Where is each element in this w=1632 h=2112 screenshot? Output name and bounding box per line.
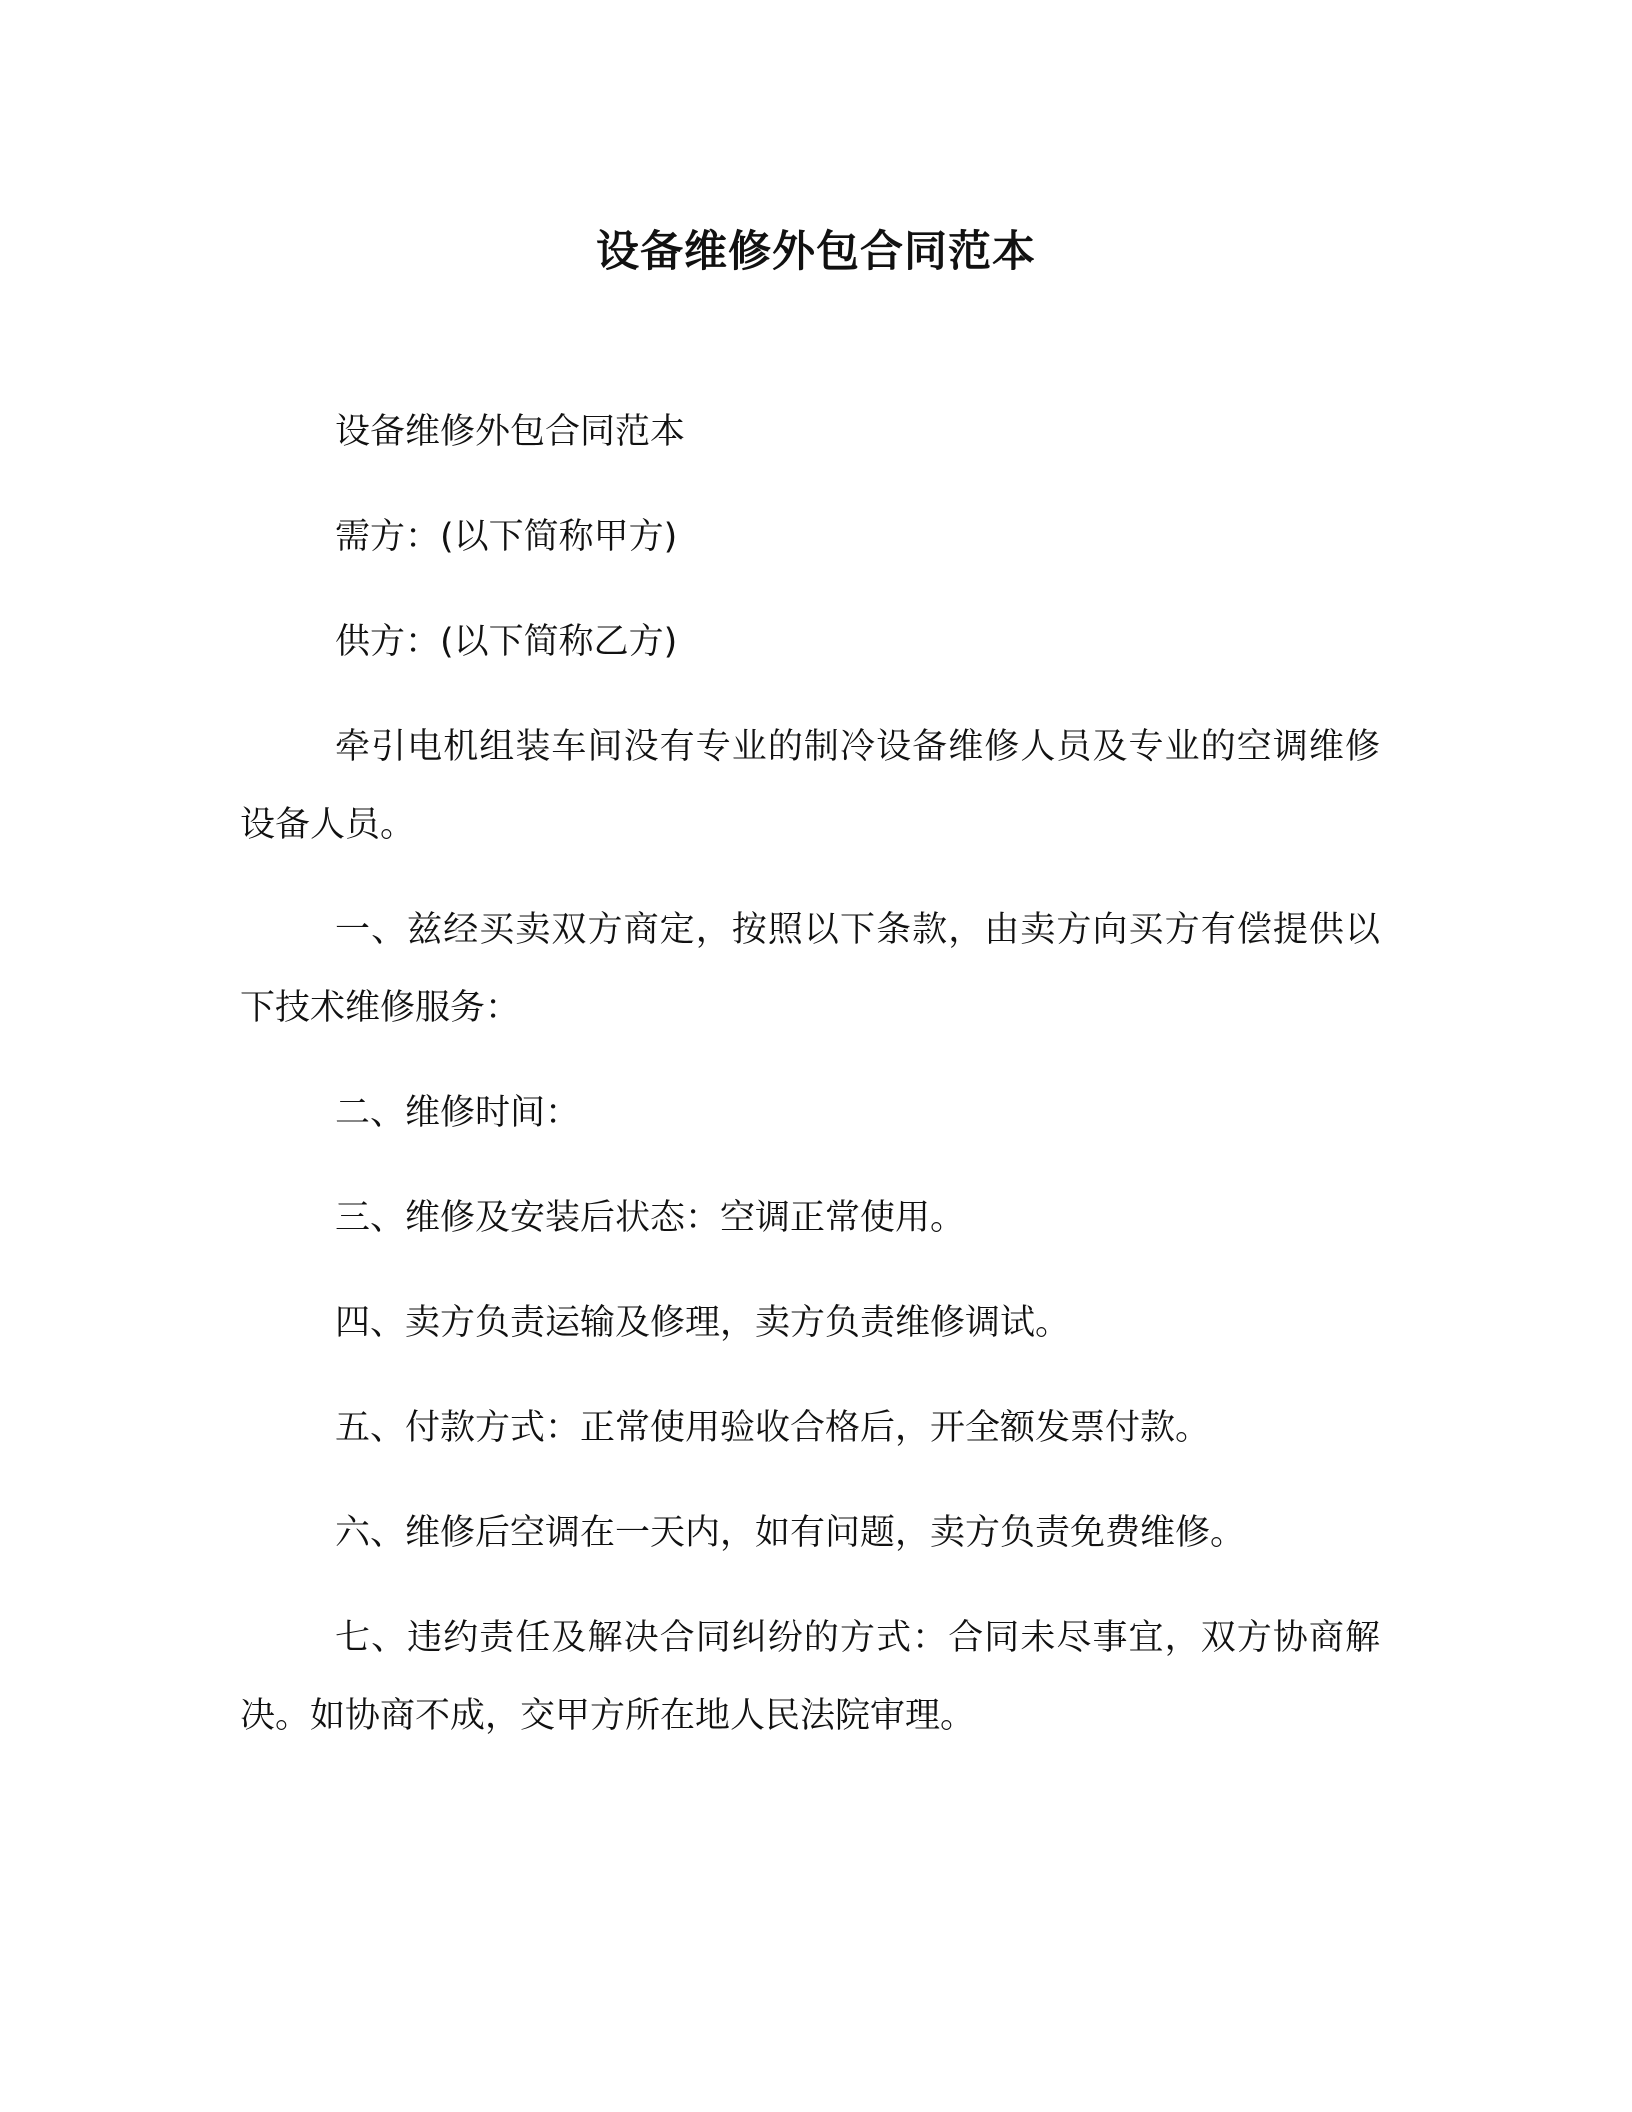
clause-5: 五、付款方式：正常使用验收合格后，开全额发票付款。 bbox=[335, 1408, 1211, 1448]
clause-1: 一、兹经买卖双方商定，按照以下条款，由卖方向买方有偿提供以下技术维修服务： bbox=[240, 910, 1380, 1028]
clause-4: 四、卖方负责运输及修理，卖方负责维修调试。 bbox=[335, 1303, 1071, 1343]
paragraph-supplier: 供方：(以下简称乙方) bbox=[335, 622, 678, 662]
clause-2: 二、维修时间： bbox=[335, 1093, 581, 1133]
clause-6: 六、维修后空调在一天内，如有问题，卖方负责免费维修。 bbox=[335, 1513, 1246, 1553]
paragraph-buyer: 需方：(以下简称甲方) bbox=[335, 517, 678, 557]
document-title: 设备维修外包合同范本 bbox=[596, 227, 1036, 277]
paragraph-subtitle: 设备维修外包合同范本 bbox=[335, 412, 686, 452]
document-body bbox=[240, 393, 1380, 1782]
clause-3: 三、维修及安装后状态：空调正常使用。 bbox=[335, 1198, 966, 1238]
paragraph-background: 牵引电机组装车间没有专业的制冷设备维修人员及专业的空调维修设备人员。 bbox=[240, 727, 1380, 845]
clause-7: 七、违约责任及解决合同纠纷的方式：合同未尽事宜，双方协商解决。如协商不成，交甲方所在地人民法院审理。 bbox=[240, 1618, 1380, 1736]
